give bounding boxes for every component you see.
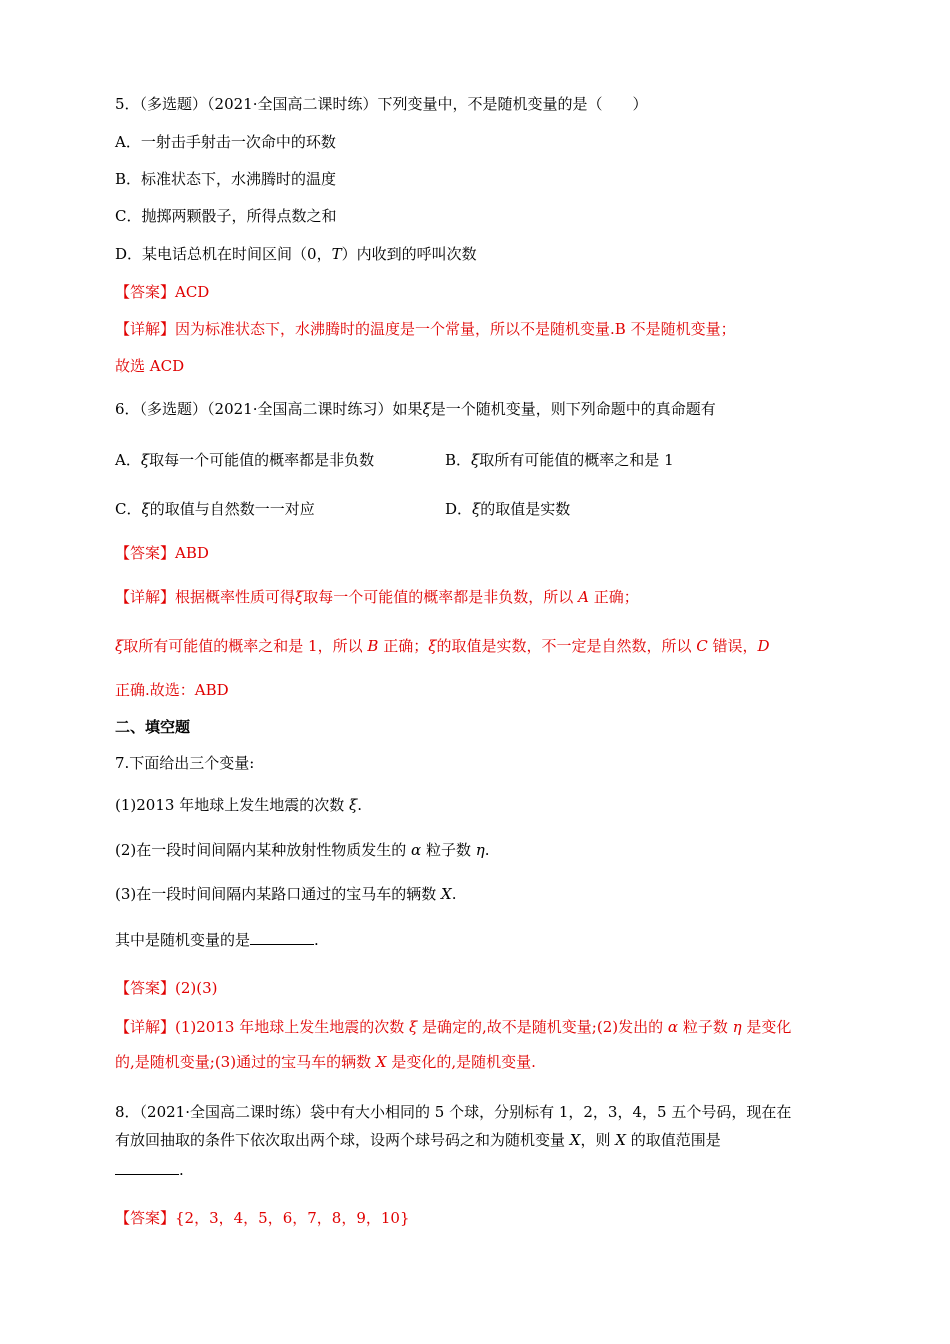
q5-answer: 【答案】ACD xyxy=(115,283,210,301)
q6-detail-line2: ξ取所有可能值的概率之和是 1，所以 B 正确；ξ的取值是实数，不一定是自然数，所以 C 错误，D xyxy=(115,637,770,655)
answer-blank xyxy=(115,1160,179,1175)
q7-question: 其中是随机变量的是 . xyxy=(115,931,319,949)
q5-detail-line1: 【详解】因为标准状态下，水沸腾时的温度是一个常量，所以不是随机变量.B 不是随机变量； xyxy=(115,320,736,338)
q7-stem: 7.下面给出三个变量: xyxy=(115,754,255,772)
answer-blank xyxy=(250,930,314,945)
q5-option-d: D．某电话总机在时间区间（0，T）内收到的呼叫次数 xyxy=(115,245,477,263)
q8-answer: 【答案】{2，3，4，5，6，7，8，9，10} xyxy=(115,1209,410,1227)
q7-item3: (3)在一段时间间隔内某路口通过的宝马车的辆数 X. xyxy=(115,885,457,903)
q7-answer: 【答案】(2)(3) xyxy=(115,979,218,997)
q8-blank-line: . xyxy=(115,1160,184,1180)
q8-stem-line2: 有放回抽取的条件下依次取出两个球，设两个球号码之和为随机变量 X，则 X 的取值范围是 xyxy=(115,1131,721,1149)
q6-detail-line1: 【详解】根据概率性质可得ξ取每一个可能值的概率都是非负数，所以 A 正确； xyxy=(115,588,639,606)
q5-detail-line2: 故选 ACD xyxy=(115,357,185,375)
q6-answer: 【答案】ABD xyxy=(115,544,209,562)
q5-option-c: C．抛掷两颗骰子，所得点数之和 xyxy=(115,207,337,225)
q7-item2: (2)在一段时间间隔内某种放射性物质发生的 α 粒子数 η. xyxy=(115,841,490,859)
q5-option-a: A．一射击手射击一次命中的环数 xyxy=(115,133,336,151)
q6-option-d: D．ξ的取值是实数 xyxy=(445,500,571,518)
section-title: 二、填空题 xyxy=(115,718,191,736)
q6-stem: 6．（多选题）（2021·全国高二课时练习）如果ξ是一个随机变量，则下列命题中的真命题有 xyxy=(115,400,716,418)
q6-option-a: A．ξ取每一个可能值的概率都是非负数 xyxy=(115,451,375,469)
q5-option-b: B．标准状态下，水沸腾时的温度 xyxy=(115,170,337,188)
q5-stem: 5．（多选题）（2021·全国高二课时练）下列变量中，不是随机变量的是（ ） xyxy=(115,95,648,113)
q6-option-b: B．ξ取所有可能值的概率之和是 1 xyxy=(445,451,674,469)
q8-stem-line1: 8．（2021·全国高二课时练）袋中有大小相同的 5 个球，分别标有 1，2，3，4，5 五个号码，现在在 xyxy=(115,1103,792,1121)
q6-option-c: C．ξ的取值与自然数一一对应 xyxy=(115,500,315,518)
q7-detail-line2: 的,是随机变量;(3)通过的宝马车的辆数 X 是变化的,是随机变量. xyxy=(115,1053,536,1071)
q7-detail-line1: 【详解】(1)2013 年地球上发生地震的次数 ξ 是确定的,故不是随机变量;(2)发出的 α 粒子数 η 是变化 xyxy=(115,1018,792,1036)
q6-detail-line3: 正确.故选：ABD xyxy=(115,681,229,699)
q7-item1: (1)2013 年地球上发生地震的次数 ξ. xyxy=(115,796,363,814)
